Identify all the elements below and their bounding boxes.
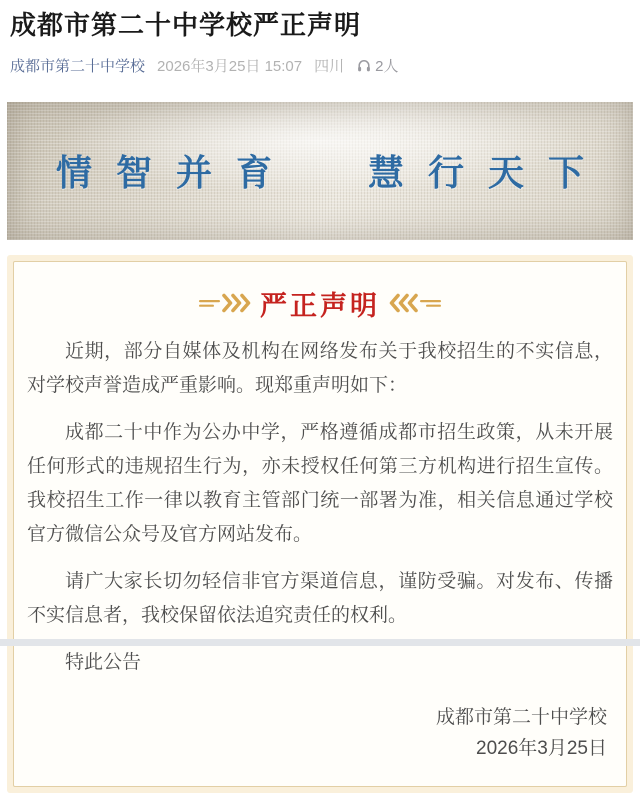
wheat-ornament-right-icon bbox=[388, 291, 442, 315]
statement-paragraph: 特此公告 bbox=[65, 651, 142, 673]
statement-heading: 严正声明 bbox=[260, 290, 380, 321]
motto-right-text: 慧行天下 bbox=[368, 152, 609, 193]
statement-body bbox=[27, 335, 613, 680]
statement-heading-row bbox=[27, 284, 613, 323]
listen-count[interactable] bbox=[356, 55, 398, 76]
motto-left-text: 情智并育 bbox=[55, 152, 296, 193]
article-meta bbox=[10, 55, 628, 76]
signature-date: 2026年3月25日 bbox=[476, 737, 607, 759]
statement-card-inner bbox=[13, 261, 627, 787]
publish-datetime: 2026年3月25日 15:07 bbox=[157, 57, 303, 75]
statement-paragraph: 成都二十中作为公办中学，严格遵循成都市招生政策，从未开展任何形式的违规招生行为，亦未授权任何第三方机构进行招生宣传。我校招生工作一律以教育主管部门统一部署为准，相关信息通过学校官方微信公众号及官方网站发布。 bbox=[27, 421, 613, 545]
account-name-link[interactable]: 成都市第二十中学校 bbox=[10, 57, 146, 75]
statement-paragraph: 请广大家长切勿轻信非官方渠道信息，谨防受骗。对发布、传播不实信息者，我校保留依法追究责任的权利。 bbox=[27, 570, 613, 626]
statement-paragraph: 近期，部分自媒体及机构在网络发布关于我校招生的不实信息，对学校声誉造成严重影响。现郑重声明如下： bbox=[27, 340, 613, 396]
signature-block bbox=[27, 702, 613, 764]
school-motto-banner-image bbox=[7, 102, 633, 240]
publish-region: 四川 bbox=[314, 57, 345, 75]
page-bottom-edge bbox=[0, 639, 640, 646]
statement-card bbox=[7, 255, 633, 793]
page-title: 成都市第二十中学校严正声明 bbox=[10, 10, 362, 40]
headphones-icon bbox=[356, 57, 372, 73]
wheat-ornament-left-icon bbox=[198, 291, 252, 315]
article-header bbox=[0, 0, 640, 76]
signature-name: 成都市第二十中学校 bbox=[435, 706, 607, 728]
listen-count-label: 2人 bbox=[375, 57, 399, 75]
